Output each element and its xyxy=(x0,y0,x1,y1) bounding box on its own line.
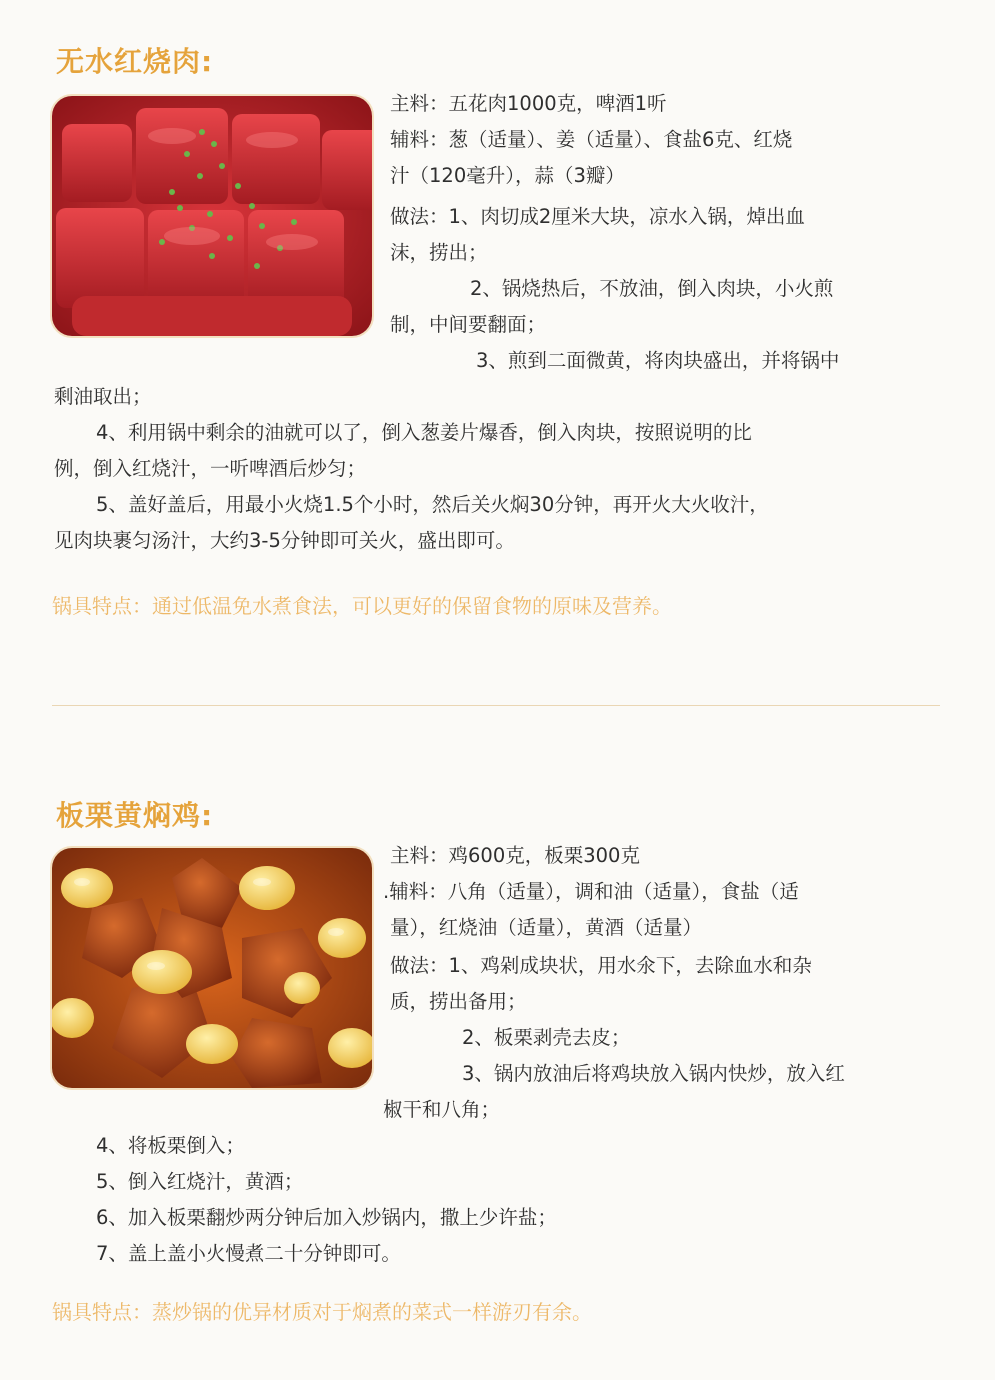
step-line: 见肉块裹匀汤汁，大约3-5分钟即可关火，盛出即可。 xyxy=(54,529,515,552)
step-line: 制，中间要翻面； xyxy=(390,313,547,336)
step-line: 做法：1、鸡剁成块状，用水氽下，去除血水和杂 xyxy=(390,954,812,977)
step-line: 剩油取出； xyxy=(54,385,152,408)
step-line: 例，倒入红烧汁，一听啤酒后炒匀； xyxy=(54,457,367,480)
ingredient-line: 主料：五花肉1000克，啤酒1听 xyxy=(390,92,667,115)
ingredient-line: 辅料：葱（适量）、姜（适量）、食盐6克、红烧 xyxy=(390,128,793,151)
step-line: 7、盖上盖小火慢煮二十分钟即可。 xyxy=(96,1242,401,1265)
step-line: 3、锅内放油后将鸡块放入锅内快炒，放入红 xyxy=(462,1062,845,1085)
step-line: 质，捞出备用； xyxy=(390,990,527,1013)
step-line: 做法：1、肉切成2厘米大块，凉水入锅，焯出血 xyxy=(390,205,805,228)
recipe-title: 无水红烧肉: xyxy=(56,45,214,78)
ingredient-line: .辅料：八角（适量），调和油（适量），食盐（适 xyxy=(383,880,799,903)
chestnut-chicken-photo xyxy=(50,846,374,1090)
recipe-title: 板栗黄焖鸡: xyxy=(56,799,214,832)
step-line: 椒干和八角； xyxy=(383,1098,501,1121)
step-line: 4、利用锅中剩余的油就可以了，倒入葱姜片爆香，倒入肉块，按照说明的比 xyxy=(96,421,752,444)
step-line: 3、煎到二面微黄，将肉块盛出，并将锅中 xyxy=(476,349,840,372)
step-line: 2、板栗剥壳去皮； xyxy=(462,1026,631,1049)
step-line: 2、锅烧热后，不放油，倒入肉块，小火煎 xyxy=(470,277,834,300)
cookware-note: 锅具特点：通过低温免水煮食法，可以更好的保留食物的原味及营养。 xyxy=(52,594,672,618)
step-line: 4、将板栗倒入； xyxy=(96,1134,245,1157)
step-line: 沫，捞出； xyxy=(390,241,488,264)
ingredient-line: 汁（120毫升），蒜（3瓣） xyxy=(390,164,625,187)
ingredient-line: 主料：鸡600克，板栗300克 xyxy=(390,844,640,867)
ingredient-line: 量），红烧油（适量），黄酒（适量） xyxy=(390,916,703,939)
cookware-note: 锅具特点：蒸炒锅的优异材质对于焖煮的菜式一样游刃有余。 xyxy=(52,1300,592,1324)
step-line: 5、倒入红烧汁，黄酒； xyxy=(96,1170,304,1193)
braised-pork-photo xyxy=(50,94,374,338)
step-line: 6、加入板栗翻炒两分钟后加入炒锅内，撒上少许盐； xyxy=(96,1206,557,1229)
step-line: 5、盖好盖后，用最小火烧1.5个小时，然后关火焖30分钟，再开火大火收汁， xyxy=(96,493,769,516)
recipe-section-chestnut-chicken xyxy=(0,700,995,1380)
